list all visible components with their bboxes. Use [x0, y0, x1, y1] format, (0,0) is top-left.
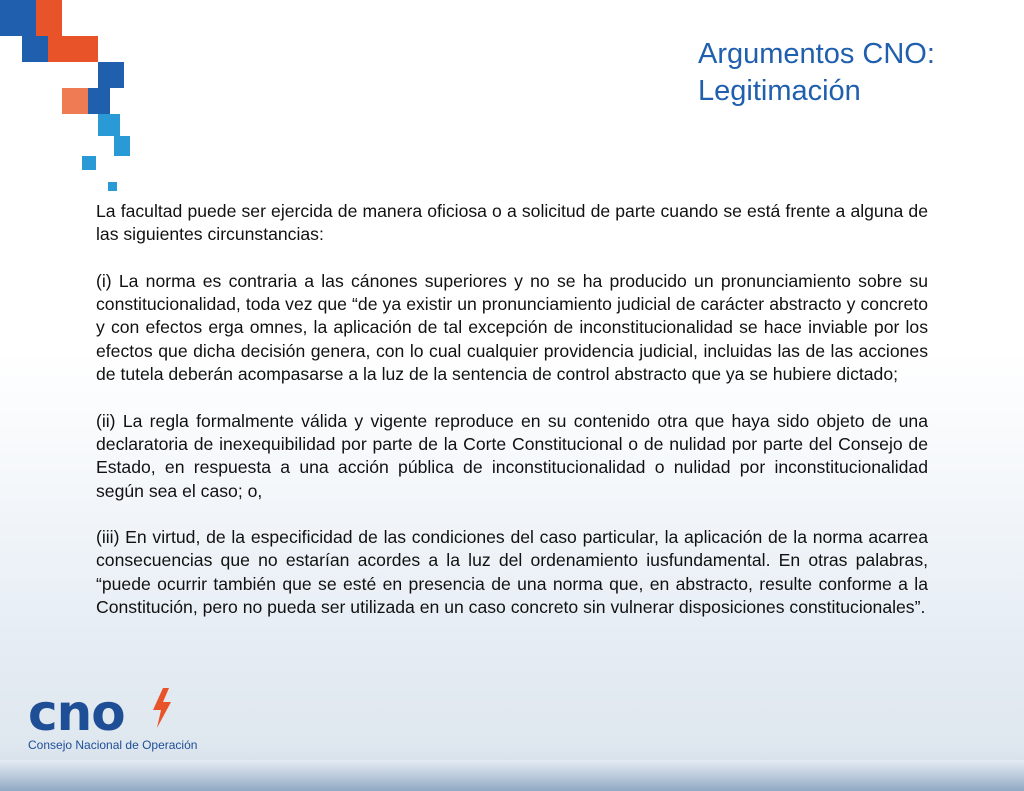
paragraph-ii: (ii) La regla formalmente válida y vigente reproduce en su contenido otra que haya sido objeto de una declaratoria de inexequibilidad por parte de la Corte Constitucional o de nulidad por parte del Consejo de Estado, en respuesta a una acción pública de inconstitucionalidad o nulidad por inconstitucionalidad según sea el caso; o,	[96, 410, 928, 501]
paragraph-intro: La facultad puede ser ejercida de manera oficiosa o a solicitud de parte cuando se está frente a alguna de las siguientes circunstancias:	[96, 201, 928, 245]
slide-title-line-1: Argumentos CNO:	[698, 38, 935, 70]
footer-bar	[0, 760, 1024, 791]
slide-title	[698, 36, 1008, 110]
logo-subtitle: Consejo Nacional de Operación	[28, 738, 198, 752]
paragraph-i: (i) La norma es contraria a las cánones superiores y no se ha producido un pronunciamiento sobre su constitucionalidad, toda vez que “de ya existir un pronunciamiento judicial de carácter abstracto y concreto y con efectos erga omnes, la aplicación de tal excepción de inconstitucionalidad se hace inviable por los efectos que dicha decisión genera, con lo cual cualquier providencia judicial, incluidas las de las acciones de tutela deberán acompasarse a la luz de la sentencia de control abstracto que ya se hubiere dictado;	[96, 270, 928, 385]
logo-wordmark: cno	[28, 684, 125, 742]
slide-title-line-2: Legitimación	[698, 75, 861, 107]
lightning-bolt-icon	[151, 688, 173, 728]
paragraph-iii: (iii) En virtud, de la especificidad de las condiciones del caso particular, la aplicación de la norma acarrea consecuencias que no estarían acordes a la luz del ordenamiento iusfundamental. En otras palabras, “puede ocurrir también que se esté en presencia de una norma que, en abstracto, resulte conforme a la Constitución, pero no pueda ser utilizada en un caso concreto sin vulnerar disposiciones constitucionales”.	[96, 527, 928, 618]
slide-body	[96, 200, 928, 643]
